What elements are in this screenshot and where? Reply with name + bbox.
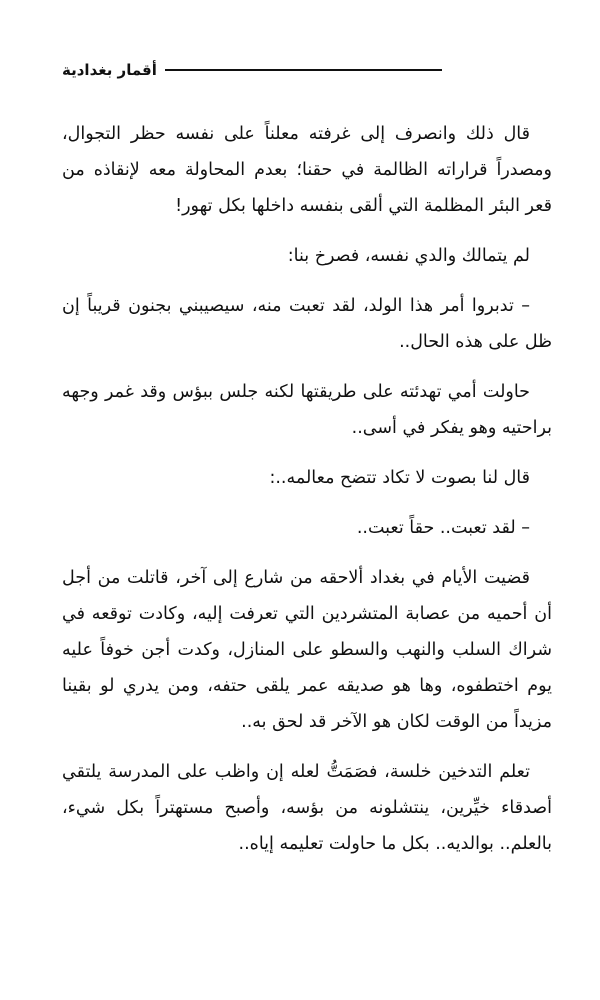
paragraph: قال ذلك وانصرف إلى غرفته معلناً على نفسه حظر التجوال، ومصدراً قراراته الظالمة في حقنا؛ بعدم المحاولة معه لإنقاذه من قعر البئر المظلمة التي ألقى بنفسه داخلها بكل تهور! [62,124,552,216]
paragraph: تعلم التدخين خلسة، فصَمَتُّ لعله إن واظب على المدرسة يلتقي أصدقاء خيِّرين، ينتشلونه من بؤسه، وأصبح مستهتراً بكل شيء، بالعلم.. بوالديه.. بكل ما حاولت تعليمه إياه.. [62,762,552,854]
paragraph: – لقد تعبت.. حقاً تعبت.. [356,518,530,538]
paragraph: حاولت أمي تهدئته على طريقتها لكنه جلس ببؤس وقد غمر وجهه براحتيه وهو يفكر في أسى.. [62,382,552,438]
paragraph: لم يتمالك والدي نفسه، فصرخ بنا: [287,246,530,266]
paragraph: قضيت الأيام في بغداد ألاحقه من شارع إلى آخر، قاتلت من أجل أن أحميه من عصابة المتشردين التي تعرفت إليه، وكادت توقعه في شراك السلب والنهب والسطو على المنازل، وكدت أجن خوفاً عليه يوم اختطفوه، وها هو صديقه عمر يلقى حتفه، ومن يدري لو بقينا مزيداً من الوقت لكان هو الآخر قد لحق به.. [62,568,552,732]
running-header [62,58,442,82]
paragraph: قال لنا بصوت لا تكاد تتضح معالمه..: [269,468,530,488]
paragraph: – تدبروا أمر هذا الولد، لقد تعبت منه، سيصيبني بجنون قريباً إن ظل على هذه الحال.. [62,296,552,352]
book-title: أقمار بغدادية [62,61,157,79]
body-text [62,116,552,876]
header-rule [165,69,442,71]
